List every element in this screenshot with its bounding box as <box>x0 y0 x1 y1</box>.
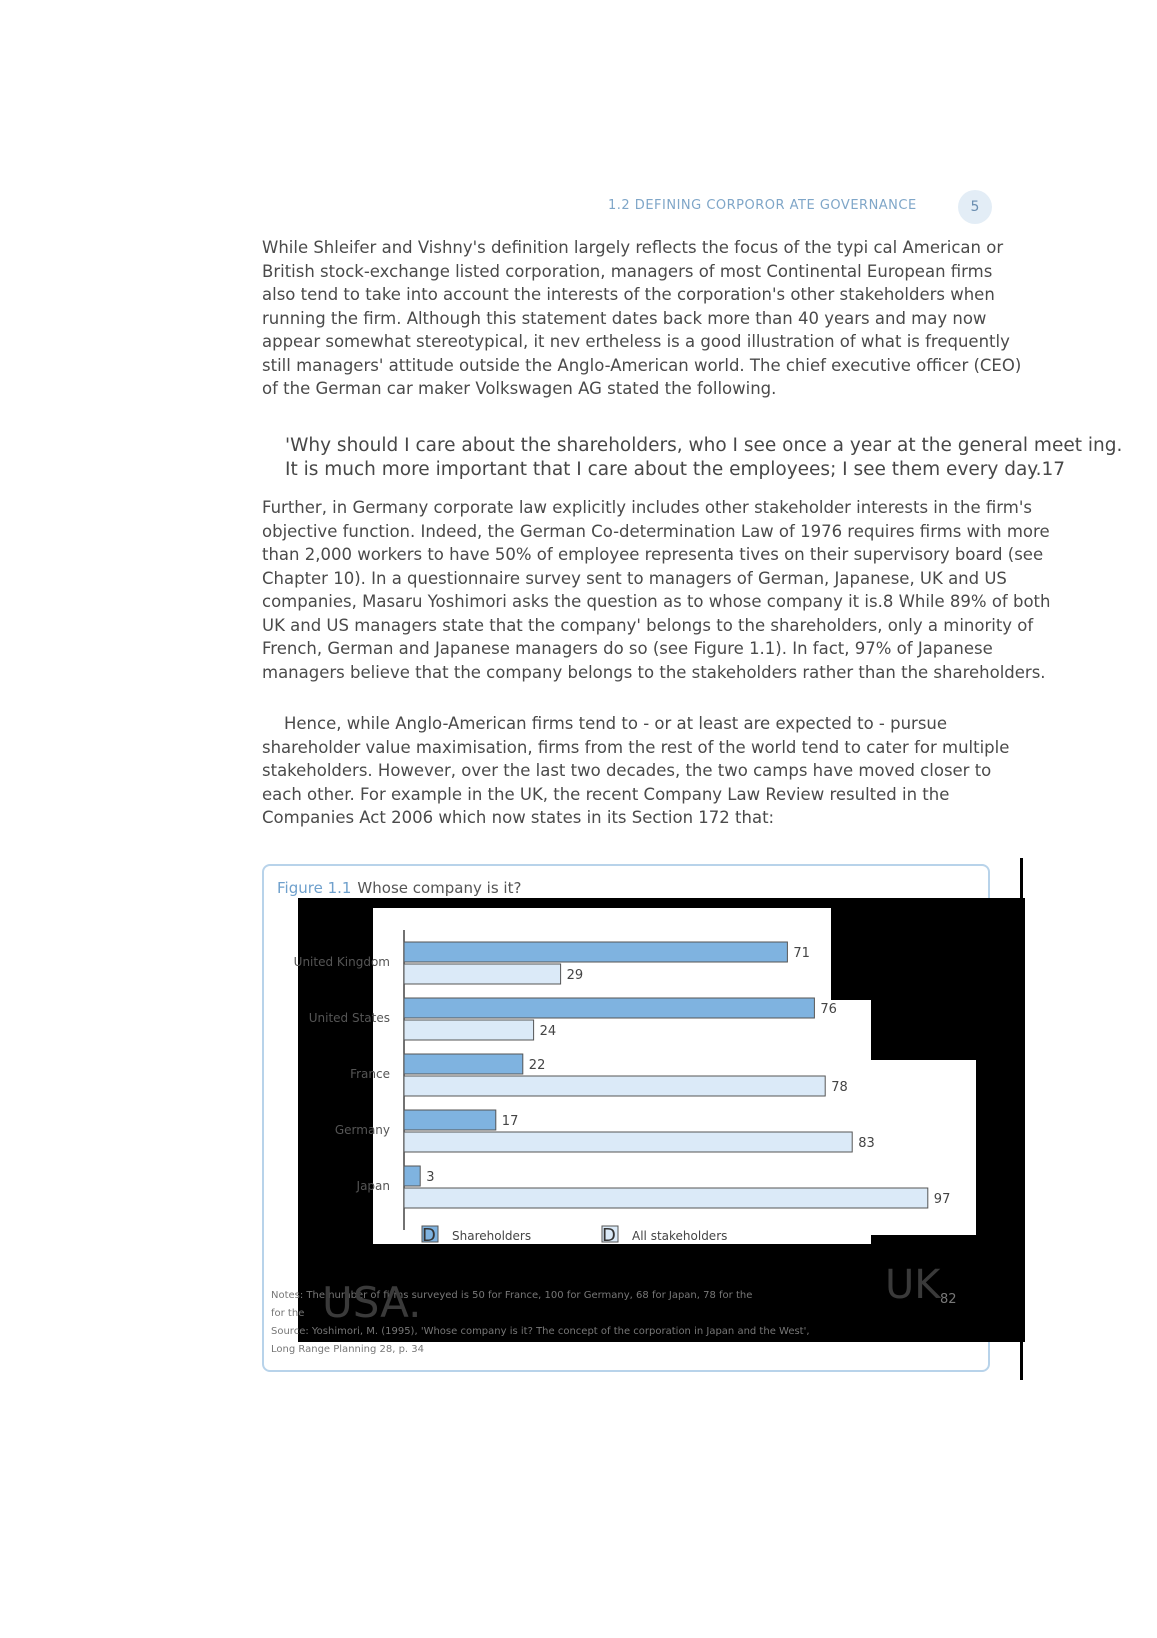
bar-shareholders <box>404 1110 496 1130</box>
figure-source-cont: Long Range Planning 28, p. 34 <box>271 1344 425 1355</box>
category-label: United Kingdom <box>293 955 390 969</box>
legend-label: All stakeholders <box>632 1229 728 1243</box>
data-label: 97 <box>933 1192 951 1207</box>
paragraph-3-text: Hence, while Anglo-American firms tend to - or at least are expected to - pursue shareholder value maximisation, firms from the rest of the world tend to cater for multiple stakeholders. However, over the last two decades, the two camps have moved closer to each other. For example in the UK, the recent Company Law Review resulted in the Companies Act 2006 which now states in its Section 172 that: <box>262 714 1010 827</box>
bar-shareholders <box>404 1054 523 1074</box>
scan-edge-line <box>1020 858 1023 1380</box>
notes-uk-text: UK <box>885 1262 941 1308</box>
notes-usa-text: USA. <box>322 1278 422 1327</box>
bar-shareholders <box>404 998 814 1018</box>
bar-stakeholders <box>404 964 561 984</box>
page-number: 5 <box>958 190 992 224</box>
legend-marker: D <box>602 1225 616 1246</box>
paragraph-2 <box>262 496 1052 684</box>
figure-caption: Whose company is it? <box>357 879 522 897</box>
data-label: 29 <box>566 968 584 983</box>
category-label: United States <box>308 1011 390 1025</box>
notes-uk-number: 82 <box>940 1292 957 1307</box>
figure-label: Figure 1.1 <box>277 879 352 897</box>
running-header: 1.2 DEFINING CORPOROR ATE GOVERNANCE <box>608 198 917 213</box>
data-label: 83 <box>858 1136 875 1151</box>
bar-stakeholders <box>404 1132 852 1152</box>
bar-stakeholders <box>404 1076 825 1096</box>
block-quote: 'Why should I care about the shareholders, who I see once a year at the general meet ing. It is much more important that I care about the employees; I see them every day.17 <box>285 435 1123 480</box>
category-label: Japan <box>356 1179 390 1193</box>
figure-title <box>277 879 521 897</box>
bar-shareholders <box>404 1166 420 1186</box>
data-label: 76 <box>820 1002 837 1017</box>
legend-label: Shareholders <box>452 1229 532 1243</box>
data-label: 17 <box>501 1114 519 1129</box>
category-label: Germany <box>334 1123 390 1137</box>
bar-stakeholders <box>404 1020 534 1040</box>
legend-marker: D <box>422 1225 436 1246</box>
figure-source: Source: Yoshimori, M. (1995), 'Whose company is it? The concept of the corporation in Japan and the West', <box>271 1326 810 1337</box>
figure-notes-cont: for the <box>271 1308 305 1319</box>
bar-chart <box>262 900 1002 1260</box>
data-label: 22 <box>528 1058 546 1073</box>
bar-stakeholders <box>404 1188 928 1208</box>
bar-shareholders <box>404 942 787 962</box>
category-label: France <box>350 1067 390 1081</box>
data-label: 3 <box>426 1170 435 1185</box>
data-label: 24 <box>539 1024 557 1039</box>
data-label: 78 <box>831 1080 848 1095</box>
paragraph-1-text: While Shleifer and Vishny's definition largely reflects the focus of the typi cal American or British stock-exchange listed corporation, managers of most Continental European firms also tend to take into account the interests of the corporation's other stakeholders when running the firm. Although this statement dates back more than 40 years and may now appear somewhat stereotypical, it nev ertheless is a good illustration of what is frequently still managers' attitude outside the Anglo-American world. The chief executive officer (CEO) of the German car maker Volkswagen AG stated the following. <box>262 238 1022 398</box>
paragraph-1 <box>262 236 1022 401</box>
paragraph-2-text: Further, in Germany corporate law explicitly includes other stakeholder interests in the firm's objective function. Indeed, the German Co-determination Law of 1976 requires firms with more than 2,000 workers to have 50% of employee representa tives on their supervisory board (see Chapter 10). In a questionnaire survey sent to managers of German, Japanese, UK and US companies, Masaru Yoshimori asks the question as to whose company it is.8 While 89% of both UK and US managers state that the company' belongs to the shareholders, only a minority of French, German and Japanese managers do so (see Figure 1.1). In fact, 97% of Japanese managers believe that the company belongs to the stakeholders rather than the shareholders. <box>262 498 1051 682</box>
paragraph-3 <box>262 712 1022 830</box>
data-label: 71 <box>793 946 810 961</box>
figure-notes: Notes: The number of firms surveyed is 50 for France, 100 for Germany, 68 for Japan, 78 for the <box>271 1290 753 1301</box>
